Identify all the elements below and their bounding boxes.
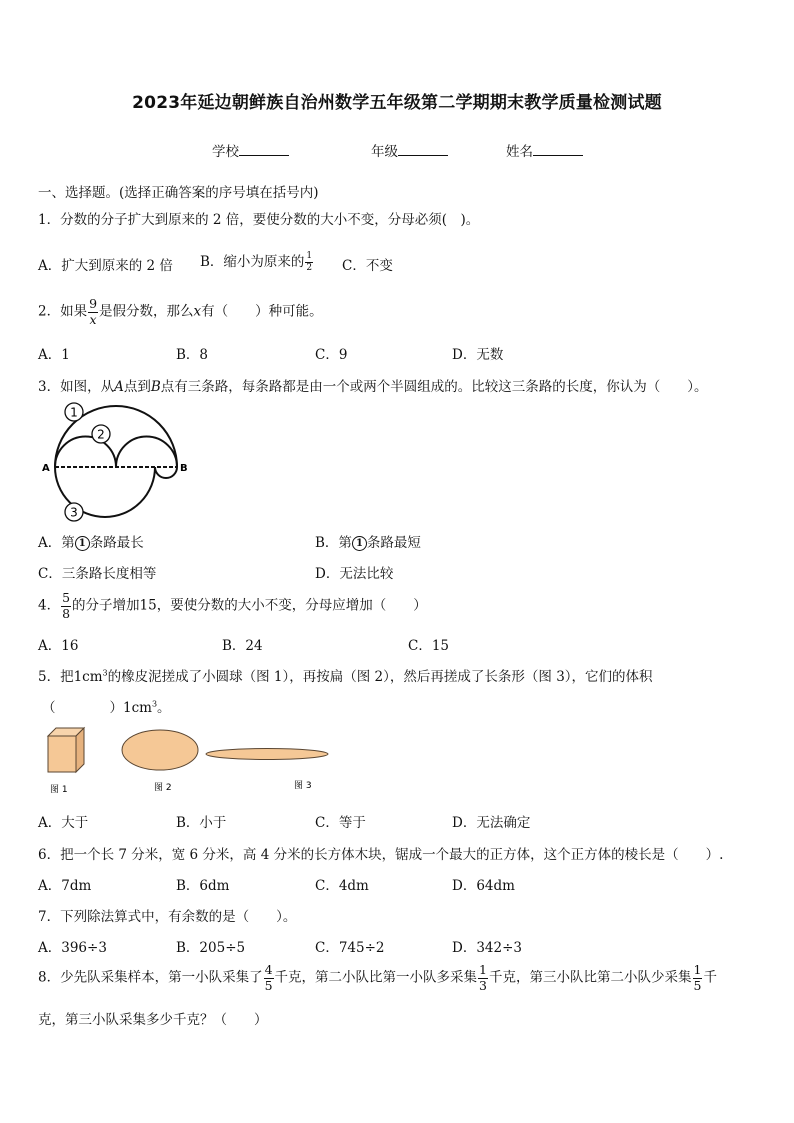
- fig3-caption: 图 3: [294, 781, 312, 791]
- q5-option-d[interactable]: D．无法确定: [452, 815, 531, 831]
- q8-frac1-den: 5: [264, 977, 273, 993]
- q1-option-b-text: B．缩小为原来的: [200, 254, 305, 270]
- q4-option-c[interactable]: C．15: [408, 638, 450, 654]
- q8-fraction-3: [693, 964, 703, 992]
- q3-mid: 点到: [123, 379, 151, 395]
- q8-frac3-num: 1: [693, 962, 702, 977]
- q3-point-a: A: [114, 379, 124, 395]
- q8-mid2: 千克，第三小队比第二小队少采集: [489, 969, 692, 986]
- q2-option-c[interactable]: C．9: [315, 347, 348, 363]
- question-1: 1．分数的分子扩大到原来的 2 倍，要使分数的大小不变，分母必须( )。: [38, 212, 480, 228]
- label-b: B: [180, 463, 188, 474]
- q1-option-c[interactable]: C．不变: [342, 258, 393, 274]
- q3-option-c[interactable]: C．三条路长度相等: [38, 566, 157, 582]
- question-7: 7．下列除法算式中，有余数的是（ ）。: [38, 909, 297, 925]
- cube-figure: [48, 728, 84, 772]
- q3-option-b[interactable]: [315, 531, 421, 551]
- q1-option-a[interactable]: A．扩大到原来的 2 倍: [38, 258, 173, 274]
- question-3: [38, 375, 708, 395]
- q6-option-c[interactable]: C．4dm: [315, 878, 369, 894]
- question-8-line-1: [38, 964, 717, 992]
- q5-option-a[interactable]: A．大于: [38, 815, 89, 831]
- q4-pre: 4．: [38, 597, 61, 614]
- q7-option-a[interactable]: A．396÷3: [38, 940, 107, 956]
- path-2-arc-right: [116, 437, 177, 468]
- q3-option-a-number: 1: [75, 536, 90, 551]
- q5-option-b[interactable]: B．小于: [176, 815, 227, 831]
- q8-pre: 8．少先队采集样本，第一小队采集了: [38, 969, 263, 986]
- q3-post: 点有三条路，每条路都是由一个或两个半圆组成的。比较这三条路的长度，你认为（ ）。: [160, 379, 708, 395]
- q2-mid: 是假分数，那么: [99, 303, 194, 320]
- q4-frac-den: 8: [62, 605, 71, 621]
- q2-pre: 2．如果: [38, 303, 88, 320]
- school-field: [212, 140, 289, 160]
- q1-frac-num: 1: [306, 251, 313, 261]
- section-heading: 一、选择题。(选择正确答案的序号填在括号内): [38, 185, 319, 201]
- q2-frac-num: 9: [89, 296, 98, 311]
- question-6: 6．把一个长 7 分米，宽 6 分米，高 4 分米的长方体木块，锯成一个最大的正方体，这个正方体的棱长是（ ）.: [38, 847, 724, 863]
- school-label: 学校: [212, 144, 239, 160]
- label-3: 3: [70, 505, 78, 520]
- q3-option-a-pre: A．第: [38, 535, 75, 551]
- q4-option-b[interactable]: B．24: [222, 638, 263, 654]
- q7-option-b[interactable]: B．205÷5: [176, 940, 246, 956]
- q4-post: 的分子增加15，要使分数的大小不变，分母应增加（ ）: [72, 597, 427, 614]
- q2-option-d[interactable]: D．无数: [452, 347, 504, 363]
- q6-option-b[interactable]: B．6dm: [176, 878, 230, 894]
- q7-option-c[interactable]: C．745÷2: [315, 940, 385, 956]
- fig2-caption: 图 2: [154, 783, 172, 793]
- q2-option-b[interactable]: B．8: [176, 347, 209, 363]
- question-5-line-2: [42, 696, 171, 716]
- q5-line1-post: 的橡皮泥搓成了小圆球（图 1），再按扁（图 2），然后再搓成了长条形（图 3），它们的体积: [107, 669, 653, 685]
- q5-figures: [40, 724, 330, 796]
- q8-frac2-den: 3: [479, 977, 487, 993]
- q8-end1: 千: [703, 969, 717, 986]
- grade-label: 年级: [371, 144, 398, 160]
- grade-field: [371, 140, 448, 160]
- q4-fraction: [61, 592, 71, 620]
- q5-line1-pre: 5．把1cm: [38, 669, 103, 685]
- q5-line2-sup: 3: [151, 699, 158, 709]
- page-title: 2023年延边朝鲜族自治州数学五年级第二学期期末教学质量检测试题: [132, 93, 662, 113]
- q5-option-c[interactable]: C．等于: [315, 815, 366, 831]
- flattened-ellipse: [122, 730, 198, 770]
- question-8-line-2: 克，第三小队采集多少千克？（ ）: [38, 1012, 268, 1028]
- q8-frac2-num: 1: [479, 962, 487, 977]
- question-4: [38, 592, 427, 620]
- label-1: 1: [70, 405, 78, 420]
- name-field: [506, 140, 583, 160]
- q8-frac1-num: 4: [264, 962, 273, 977]
- school-blank[interactable]: [239, 141, 289, 156]
- q2-post: 有（ ）种可能。: [201, 303, 323, 320]
- q3-pre: 3．如图，从: [38, 379, 115, 395]
- fig1-caption: 图 1: [50, 785, 68, 795]
- q3-option-b-post: 条路最短: [366, 535, 421, 551]
- q3-option-b-pre: B．第: [315, 535, 352, 551]
- q3-point-b: B: [150, 379, 161, 395]
- q1-fraction: [305, 252, 313, 273]
- q6-option-d[interactable]: D．64dm: [452, 878, 515, 894]
- grade-blank[interactable]: [398, 141, 448, 156]
- q4-option-a[interactable]: A．16: [38, 638, 79, 654]
- q4-frac-num: 5: [62, 590, 71, 605]
- q8-mid1: 千克，第二小队比第一小队多采集: [274, 969, 478, 986]
- path-3-arc-small: [155, 467, 177, 478]
- q2-fraction: [88, 298, 98, 326]
- label-2: 2: [97, 427, 105, 442]
- q8-fraction-1: [264, 964, 274, 992]
- q1-frac-den: 2: [306, 263, 313, 273]
- q7-option-d[interactable]: D．342÷3: [452, 940, 522, 956]
- question-2: [38, 298, 323, 326]
- label-a: A: [42, 463, 50, 474]
- q2-var: x: [193, 303, 202, 320]
- q6-option-a[interactable]: A．7dm: [38, 878, 92, 894]
- q8-fraction-2: [478, 964, 488, 992]
- q3-option-a-post: 条路最长: [89, 535, 144, 551]
- q5-line2-pre: （ ）1cm: [42, 700, 152, 716]
- q8-frac3-den: 5: [693, 977, 702, 993]
- q3-semicircle-figure: [40, 400, 195, 525]
- q3-option-a[interactable]: [38, 531, 144, 551]
- q2-frac-den: x: [89, 311, 97, 327]
- question-5-line-1: [38, 665, 653, 685]
- name-blank[interactable]: [533, 141, 583, 156]
- q5-line2-post: 。: [157, 700, 171, 716]
- long-strip-ellipse: [206, 749, 328, 760]
- q1-option-b[interactable]: [200, 250, 314, 273]
- q5-line1-sup: 3: [102, 668, 108, 678]
- q3-option-d[interactable]: D．无法比较: [315, 566, 394, 582]
- q2-option-a[interactable]: A．1: [38, 347, 70, 363]
- q3-option-b-number: 1: [352, 536, 367, 551]
- name-label: 姓名: [506, 144, 533, 160]
